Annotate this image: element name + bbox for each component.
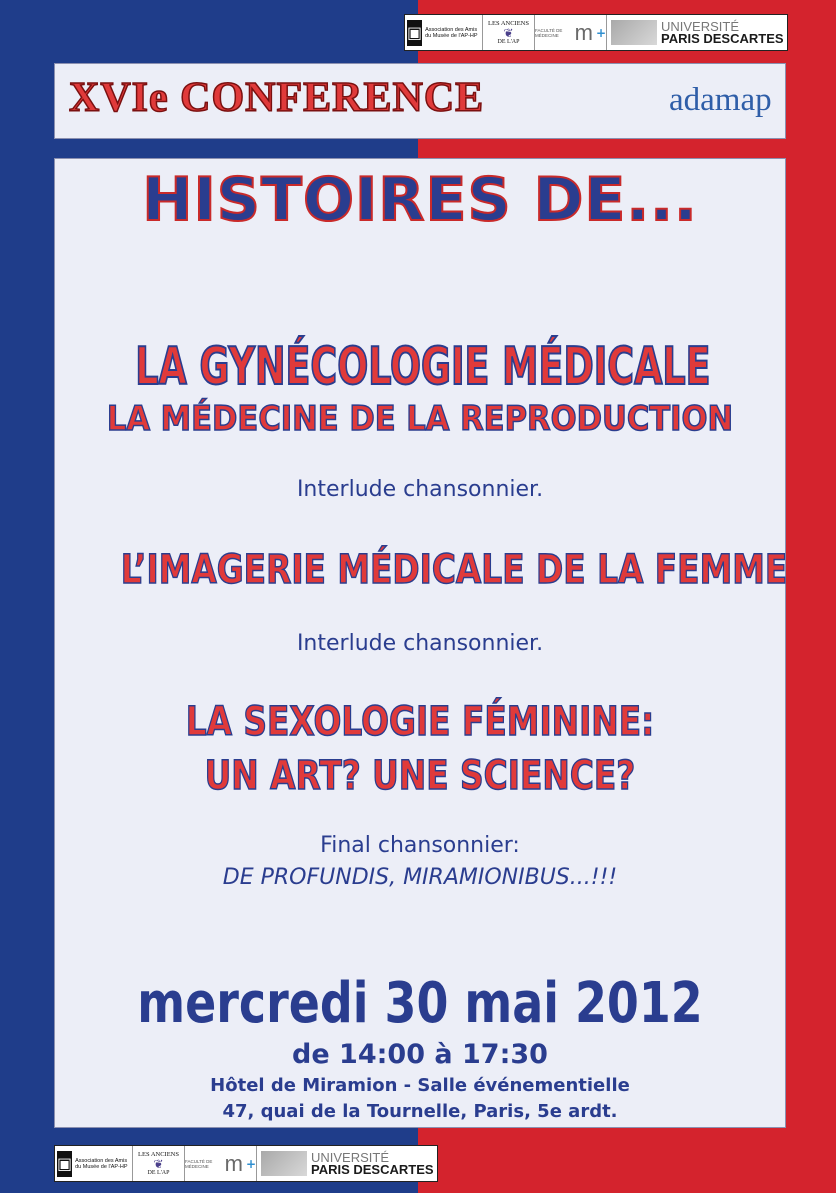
universite-line1: UNIVERSITÉ bbox=[661, 18, 740, 34]
event-venue: Hôtel de Miramion - Salle événementielle bbox=[210, 1075, 630, 1096]
event-address: 47, quai de la Tournelle, Paris, 5e ardt. bbox=[222, 1101, 618, 1122]
universite-emblem-icon bbox=[261, 1151, 307, 1176]
topic2-title: L’IMAGERIE MÉDICALE DE LA FEMME bbox=[120, 547, 788, 593]
faculte-mark-icon: m bbox=[574, 19, 593, 45]
association-name: Association des Amis du Musée de l'AP-HP bbox=[75, 1157, 128, 1170]
anciens-bottom-text: DE L'AP bbox=[147, 1170, 170, 1176]
event-hours: de 14:00 à 17:30 bbox=[292, 1039, 548, 1070]
anciens-logo-bottom bbox=[133, 1146, 185, 1181]
universite-line2: PARIS DESCARTES bbox=[661, 30, 784, 46]
faculte-logo-bottom bbox=[185, 1146, 257, 1181]
universite-line1: UNIVERSITÉ bbox=[311, 1149, 390, 1165]
universite-logo-bottom bbox=[257, 1146, 437, 1181]
program-panel bbox=[54, 158, 786, 1128]
universite-emblem-icon bbox=[611, 20, 657, 45]
event-date: mercredi 30 mai 2012 bbox=[137, 971, 703, 1036]
interlude-1: Interlude chansonnier. bbox=[296, 477, 544, 502]
interlude-2: Interlude chansonnier. bbox=[296, 631, 544, 656]
topic1-subtitle: LA MÉDECINE DE LA REPRODUCTION bbox=[106, 399, 734, 439]
top-logo-strip bbox=[404, 14, 788, 51]
association-mark-icon: ▣ bbox=[57, 1151, 72, 1177]
universite-line2: PARIS DESCARTES bbox=[311, 1161, 434, 1177]
faculte-plus-icon: + bbox=[595, 25, 606, 40]
faculte-text: FACULTÉ DE MÉDECINE bbox=[535, 27, 563, 38]
anciens-emblem-icon: ❦ bbox=[503, 26, 514, 40]
faculte-plus-icon: + bbox=[245, 1156, 256, 1171]
association-logo-bottom bbox=[55, 1146, 133, 1181]
anciens-top-text: LES ANCIENS bbox=[488, 20, 529, 27]
anciens-emblem-icon: ❦ bbox=[153, 1157, 164, 1171]
conference-title: XVIe CONFERENCE bbox=[69, 75, 485, 121]
anciens-logo bbox=[483, 15, 535, 50]
main-heading: HISTOIRES DE... bbox=[142, 165, 698, 235]
conference-banner bbox=[54, 63, 786, 139]
association-mark-icon: ▣ bbox=[407, 20, 422, 46]
association-name: Association des Amis du Musée de l'AP-HP bbox=[425, 26, 478, 39]
universite-logo bbox=[607, 15, 787, 50]
anciens-top-text: LES ANCIENS bbox=[138, 1151, 179, 1158]
final-title: DE PROFUNDIS, MIRAMIONIBUS...!!! bbox=[222, 865, 618, 890]
association-logo bbox=[405, 15, 483, 50]
topic1-title: LA GYNÉCOLOGIE MÉDICALE bbox=[135, 337, 711, 397]
final-label: Final chansonnier: bbox=[320, 833, 520, 858]
topic3-title-line2: UN ART? UNE SCIENCE? bbox=[204, 753, 636, 799]
faculte-mark-icon: m bbox=[224, 1150, 243, 1176]
anciens-bottom-text: DE L'AP bbox=[497, 39, 520, 45]
faculte-logo bbox=[535, 15, 607, 50]
bottom-logo-strip bbox=[54, 1145, 438, 1182]
brand-name: adamap bbox=[669, 82, 772, 118]
faculte-text: FACULTÉ DE MÉDECINE bbox=[185, 1158, 213, 1169]
topic3-title-line1: LA SEXOLOGIE FÉMININE: bbox=[185, 699, 655, 745]
